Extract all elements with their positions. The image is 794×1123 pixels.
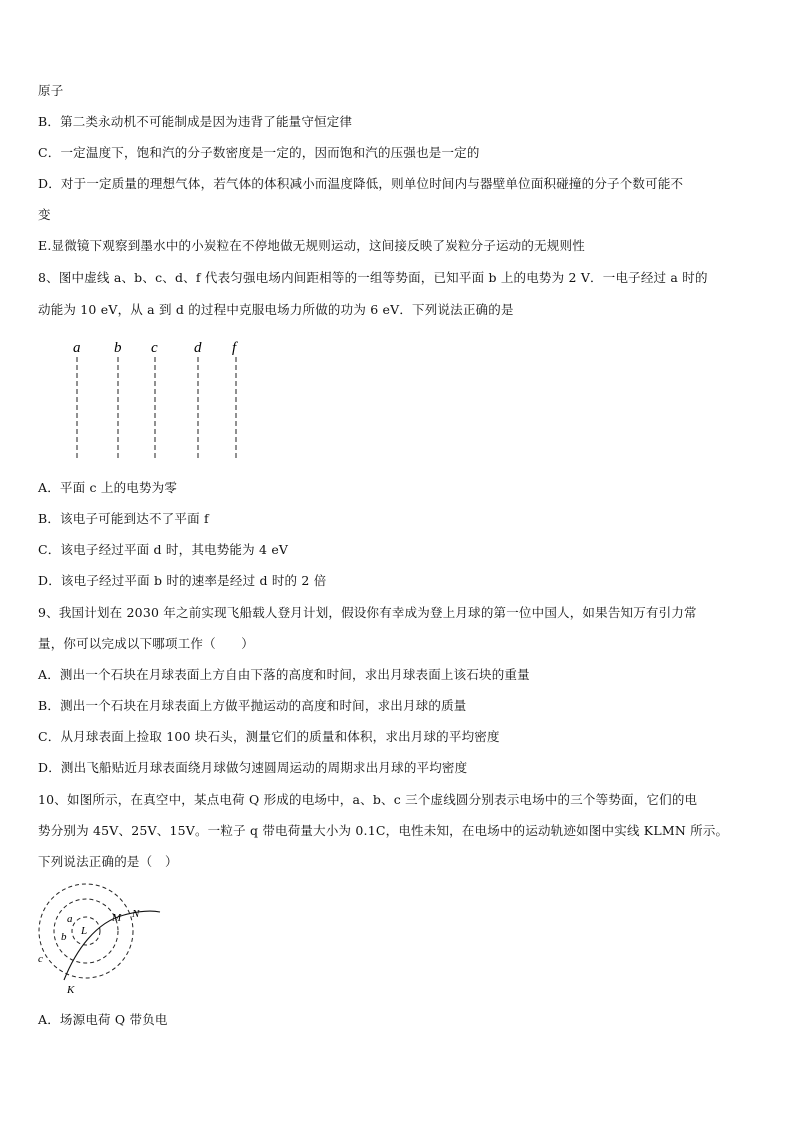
question-8-stem-continued: 动能为 10 eV，从 a 到 d 的过程中克服电场力所做的功为 6 eV．下列说法正确的是 — [38, 302, 514, 317]
option-e: E.显微镜下观察到墨水中的小炭粒在不停地做无规则运动，这间接反映了炭粒分子运动的无规则性 — [38, 238, 585, 253]
option-a: A．平面 c 上的电势为零 — [38, 480, 178, 495]
label-n: N — [132, 908, 140, 920]
option-b: B．测出一个石块在月球表面上方做平抛运动的高度和时间，求出月球的质量 — [38, 698, 467, 713]
plane-label-b: b — [114, 340, 122, 356]
option-b: B．第二类永动机不可能制成是因为违背了能量守恒定律 — [38, 114, 353, 129]
option-c: C．一定温度下，饱和汽的分子数密度是一定的，因而饱和汽的压强也是一定的 — [38, 145, 480, 160]
option-b: B．该电子可能到达不了平面 f — [38, 511, 209, 526]
option-d: D．该电子经过平面 b 时的速率是经过 d 时的 2 倍 — [38, 573, 327, 588]
option-d: D．测出飞船贴近月球表面绕月球做匀速圆周运动的周期求出月球的平均密度 — [38, 760, 468, 775]
option-a: A．测出一个石块在月球表面上方自由下落的高度和时间，求出月球表面上该石块的重量 — [38, 667, 530, 682]
option-d-continued: 变 — [38, 207, 51, 222]
plane-label-f: f — [232, 340, 237, 356]
option-a: A．场源电荷 Q 带负电 — [38, 1012, 168, 1027]
option-c: C．从月球表面上捡取 100 块石头，测量它们的质量和体积，求出月球的平均密度 — [38, 729, 500, 744]
plane-label-a: a — [73, 340, 81, 356]
option-d: D．对于一定质量的理想气体，若气体的体积减小而温度降低，则单位时间内与器壁单位面积碰撞的分子个数可能不 — [38, 176, 684, 191]
label-l: L — [81, 925, 88, 937]
text-line: 原子 — [38, 83, 64, 98]
question-9-stem: 9、我国计划在 2030 年之前实现飞船载人登月计划，假设你有幸成为登上月球的第一位中国人，如果告知万有引力常 — [38, 605, 697, 620]
plane-label-d: d — [194, 340, 202, 356]
label-a: a — [67, 913, 73, 925]
label-k: K — [67, 984, 75, 995]
question-10-stem: 10、如图所示，在真空中，某点电荷 Q 形成的电场中，a、b、c 三个虚线圆分别表示电场中的三个等势面，它们的电 — [38, 792, 698, 807]
equipotential-planes-figure — [60, 335, 260, 465]
question-10-stem-continued: 势分别为 45V、25V、15V。一粒子 q 带电荷量大小为 0.1C，电性未知，在电场中的运动轨迹如图中实线 KLMN 所示。 — [38, 823, 729, 838]
equipotential-circles-figure — [34, 880, 174, 995]
label-b: b — [61, 931, 67, 943]
option-c: C．该电子经过平面 d 时，其电势能为 4 eV — [38, 542, 289, 557]
label-m: M — [112, 912, 122, 924]
label-c: c — [38, 953, 43, 965]
question-10-stem-end: 下列说法正确的是（ ） — [38, 854, 178, 869]
question-9-stem-continued: 量，你可以完成以下哪项工作（ ） — [38, 636, 254, 651]
plane-label-c: c — [151, 340, 158, 356]
question-8-stem: 8、图中虚线 a、b、c、d、f 代表匀强电场内间距相等的一组等势面，已知平面 b 上的电势为 2 V．一电子经过 a 时的 — [38, 270, 708, 285]
